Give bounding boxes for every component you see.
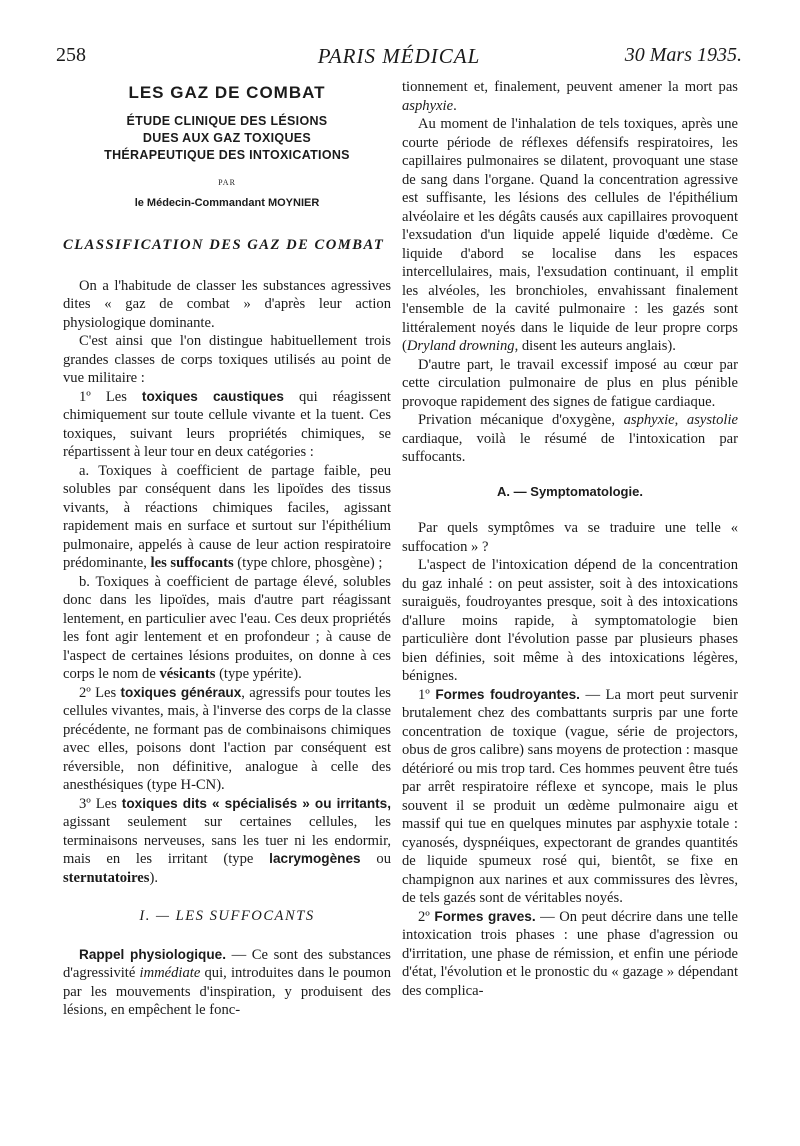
paragraph: L'aspect de l'intoxication dépend de la concentration du gaz inhalé : on peut assister, soit à des intoxications suraiguës, foudroyantes presque, soit à des intoxications d'allure moins rapide, à symptomatologie bien particulière dont l'évolution passe par plusieurs phases bien définies, soit même à des intoxications légères, bénignes. xyxy=(402,557,738,684)
paragraph: Par quels symptômes va se traduire une telle « suffocation » ? xyxy=(402,520,738,555)
left-column xyxy=(63,78,391,1020)
journal-title: PARIS MÉDICAL xyxy=(317,44,481,68)
paragraph: a. Toxiques à coefficient de partage faible, peu solubles par conséquent dans les lipoïdes des tissus vivants, à réactions chimiques faciles, agissant rapidement mais en surface et surtout sur l'épithélium pulmonaire, appelés à cause de leur action respiratoire prédominante, les suffocants (type chlore, phosgène) ; xyxy=(63,462,391,571)
subtitle-line: ÉTUDE CLINIQUE DES LÉSIONS xyxy=(126,114,328,128)
subtitle-line: DUES AUX GAZ TOXIQUES xyxy=(142,131,312,145)
section-title-classification: CLASSIFICATION DES GAZ DE COMBAT xyxy=(63,237,385,253)
subtitle-line: THÉRAPEUTIQUE DES INTOXICATIONS xyxy=(104,148,350,162)
article-title: LES GAZ DE COMBAT xyxy=(128,83,326,102)
paragraph: 3º Les toxiques dits « spécialisés » ou irritants, agissant seulement sur certaines cellules, les terminaisons nerveuses, sans les tuer ni les endormir, mais en les irritant (type lacrymogènes ou sternutatoires). xyxy=(63,795,391,886)
page-header xyxy=(56,44,742,74)
paragraph: C'est ainsi que l'on distingue habituellement trois grandes classes de corps toxiques utilisés au point de vue militaire : xyxy=(63,333,391,386)
paragraph: b. Toxiques à coefficient de partage élevé, solubles donc dans les lipoïdes, mais d'autre part réagissant lentement, en particulier avec l'eau. Ces deux propriétés les font agir lentement et en profondeur ; à cause de l'aspect de certaines lésions produites, on donne à ces corps le nom de vésicants (type ypérite). xyxy=(63,573,391,682)
paragraph: Rappel physiologique. — Ce sont des substances d'agressivité immédiate qui, introduites dans le poumon par les mouvements d'inspiration, y produisent des lésions, en empêchent le fonc- xyxy=(63,946,391,1018)
paragraph: 1º Les toxiques caustiques qui réagissent chimiquement sur toute cellule vivante et la tuent. Ces toxiques, suivant leurs propriétés chimiques, se répartissent à leur tour en deux catégories : xyxy=(63,388,391,460)
right-column xyxy=(402,78,738,1000)
paragraph: 1º Formes foudroyantes. — La mort peut survenir brutalement chez des combattants surpris par une forte concentration de toxique (vague, série de projectors, obus de gros calibre) sans moyens de protection : masque détérioré ou mis trop tard. Ces hommes peuvent être tués par arrêt respiratoire réflexe et syncope, mais le plus souvent il se produit un œdème pulmonaire aigu et massif qui tue en quelques minutes par asphyxie totale : cyanosés, dyspnéiques, expectorant de grandes quantités de liquide spumeux rosé qui, bientôt, se fixe en champignon aux narines et aux commissures des lèvres, de tels gazés sont de véritables noyés. xyxy=(402,686,738,906)
page-number: 258 xyxy=(56,44,86,66)
paragraph: tionnement et, finalement, peuvent amener la mort pas asphyxie. xyxy=(402,79,738,114)
article-subtitle xyxy=(63,113,391,164)
paragraph: 2º Formes graves. — On peut décrire dans une telle intoxication trois phases : une phase d'agression ou d'irritation, une phase de rémission, et enfin une période d'état, l'évolution et le pronostic du « gazage » dépendant des complica- xyxy=(402,908,738,999)
subsection-heading: A. — Symptomatologie. xyxy=(497,483,643,499)
paragraph: D'autre part, le travail excessif imposé au cœur par cette circulation pulmonaire de plus en plus pénible provoque rapidement des signes de fatigue cardiaque. xyxy=(402,356,738,410)
section-title-suffocants: I. — LES SUFFOCANTS xyxy=(139,908,315,924)
paragraph: On a l'habitude de classer les substances agressives dites « gaz de combat » d'après leur action physiologique dominante. xyxy=(63,277,391,331)
paragraph: Au moment de l'inhalation de tels toxiques, après une courte période de réflexes défensifs respiratoires, les capillaires pulmonaires se dilatent, provoquant une stase de sang dans l'organe. Quand la concentration agressive est suffisante, les lésions des cellules de l'épithélium alvéolaire et les dégâts causés aux capillaires provoquent l'exsudation d'un liquide appelé liquide d'œdème. Ce liquide d'abord se localise dans les espaces intercellulaires, mais, l'exsudation continuant, il emplit les alvéoles, les bronchioles, envahissant finalement l'ensemble de la cavité pulmonaire : les gazés sont littéralement noyés dans le liquide de leur propre corps (Dryland drowning, disent les auteurs anglais). xyxy=(402,116,738,354)
byline-par: PAR xyxy=(218,178,236,187)
author: le Médecin-Commandant MOYNIER xyxy=(134,197,320,209)
paragraph: 2º Les toxiques généraux, agressifs pour toutes les cellules vivantes, mais, à l'inverse des corps de la classe précédente, ne formant pas de combinaisons chimiques avec elles, poisons dont l'action par conséquent est réversible, non définitive, analogue à celle des anesthésiques (type H-CN). xyxy=(63,684,391,793)
paragraph: Privation mécanique d'oxygène, asphyxie, asystolie cardiaque, voilà le résumé de l'intoxication par suffocants. xyxy=(402,412,738,465)
issue-date: 30 Mars 1935. xyxy=(624,44,742,66)
